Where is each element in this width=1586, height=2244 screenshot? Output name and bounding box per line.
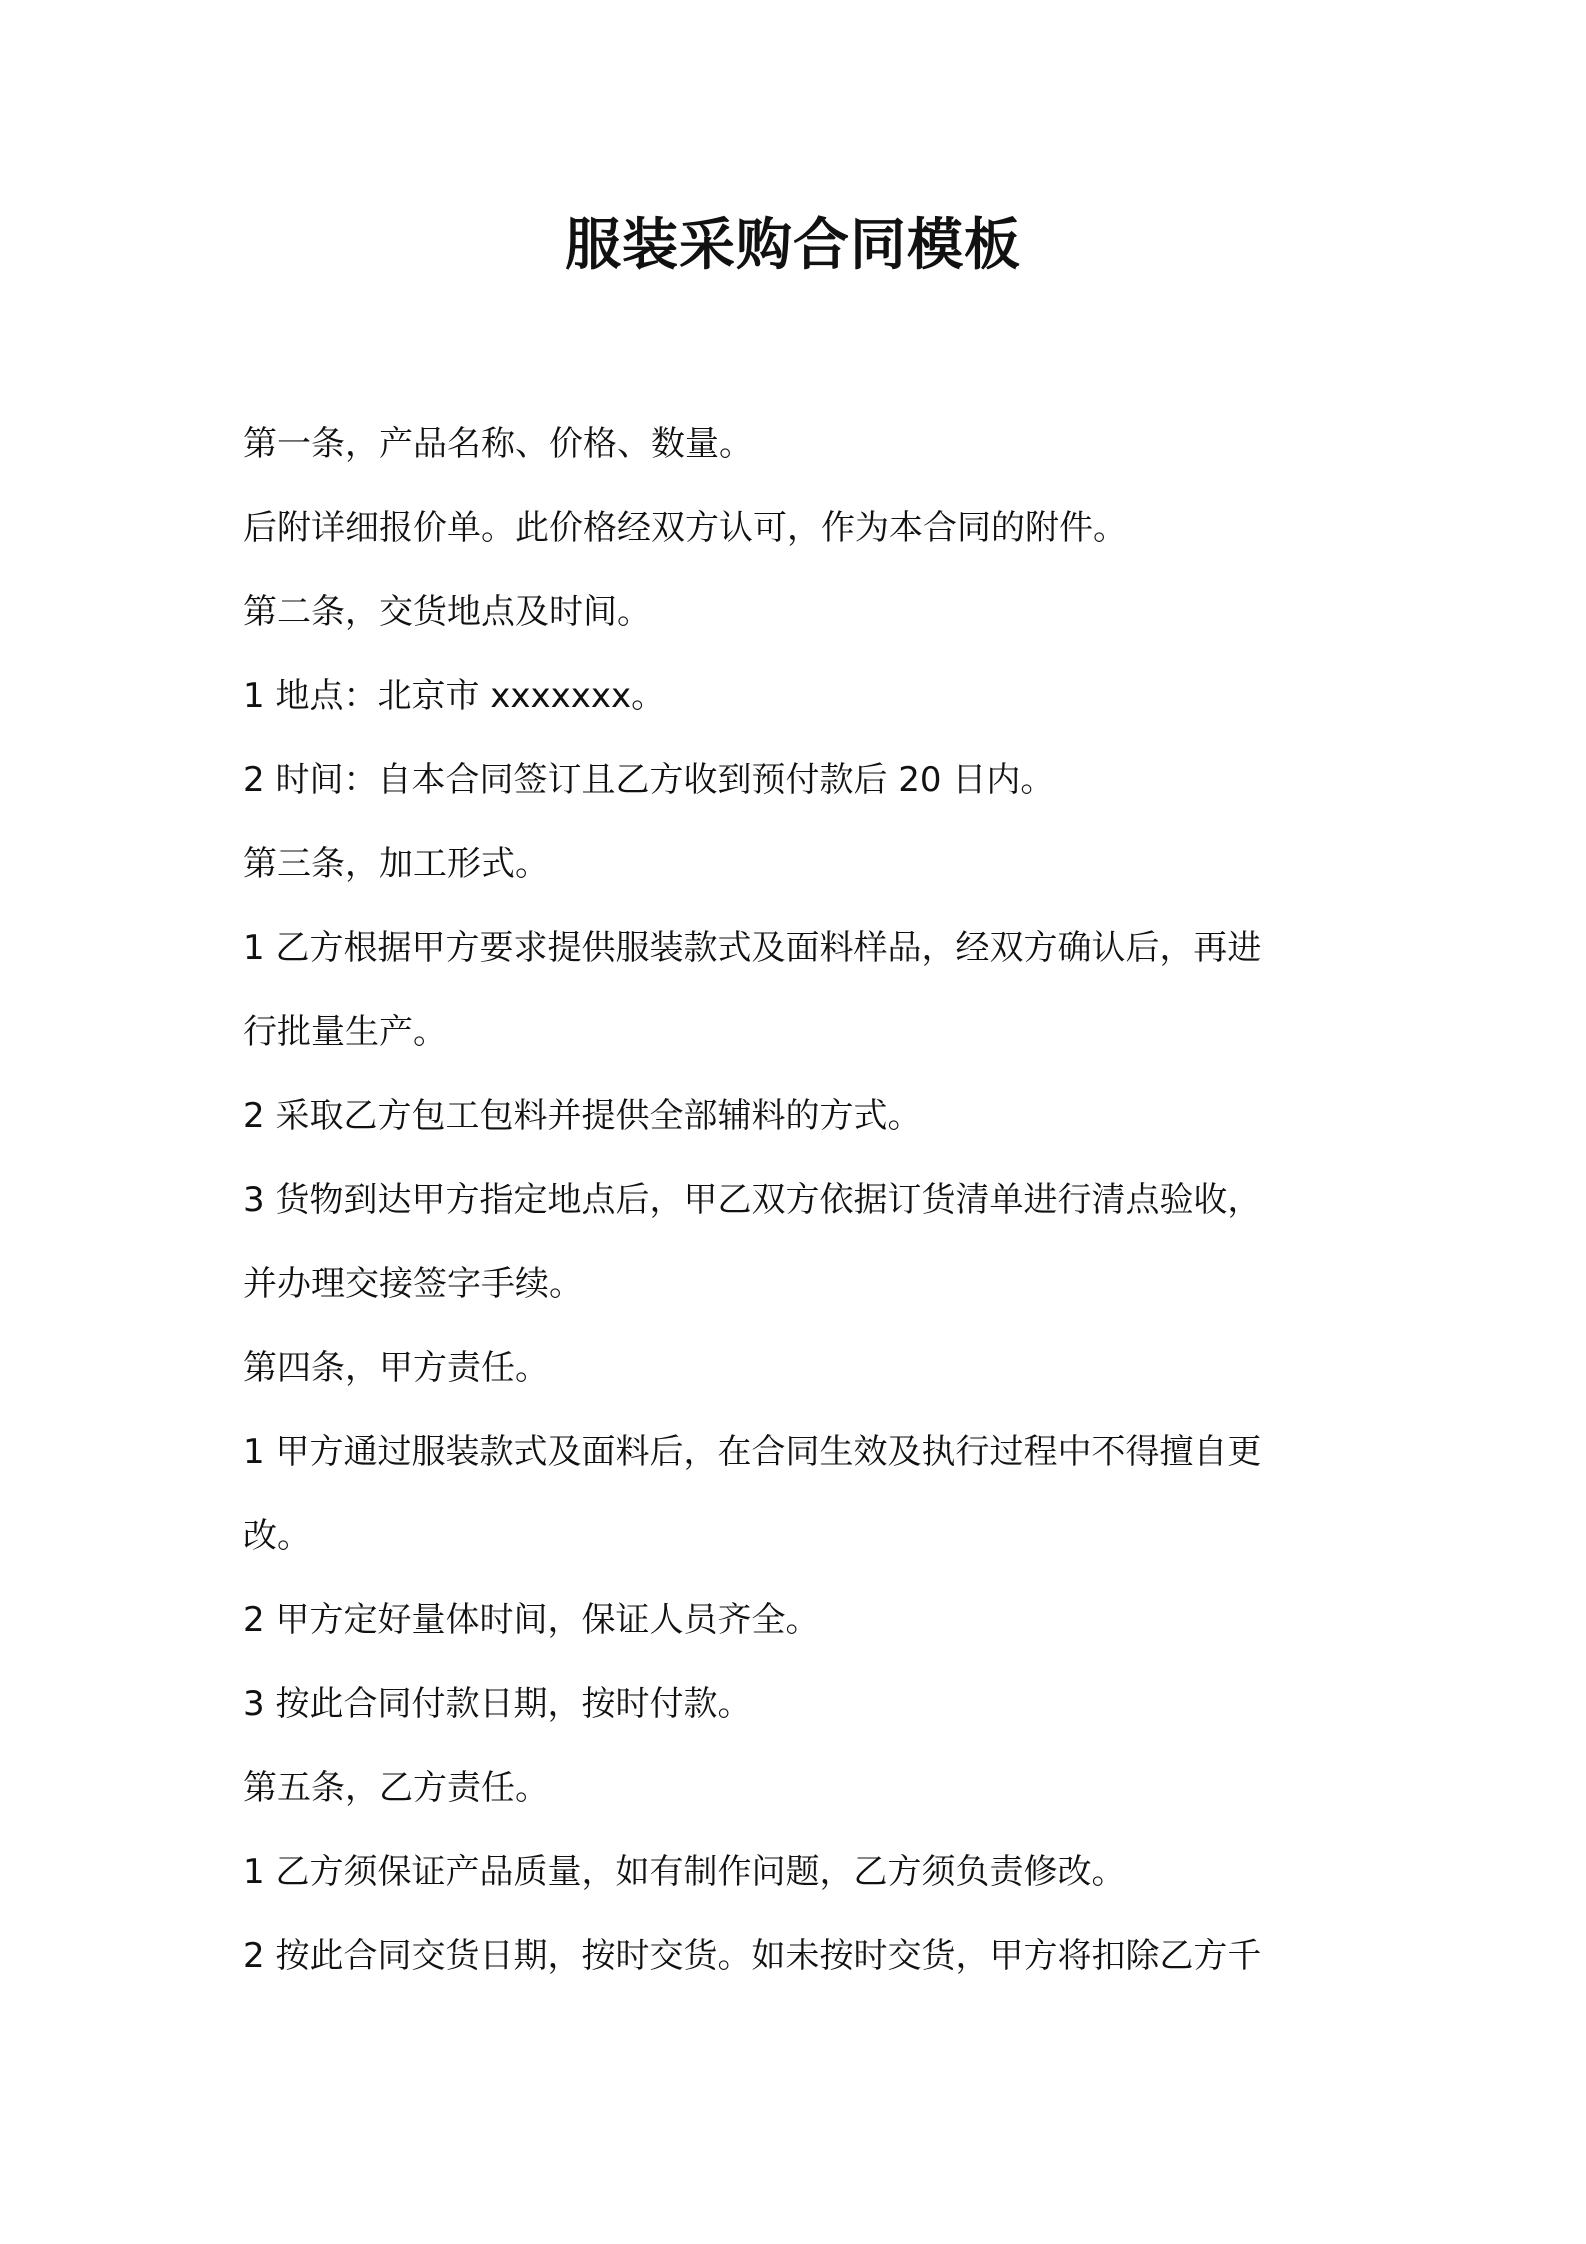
document-body [243,402,1363,1998]
article-2-heading: 第二条，交货地点及时间。 [243,592,651,632]
article-4-heading: 第四条，甲方责任。 [243,1348,549,1388]
article-3-heading: 第三条，加工形式。 [243,844,549,884]
paragraph: 1 地点：北京市 xxxxxxx。 [243,676,666,716]
paragraph: 2 甲方定好量体时间，保证人员齐全。 [243,1600,820,1640]
article-5-heading: 第五条，乙方责任。 [243,1768,549,1808]
paragraph: 2 采取乙方包工包料并提供全部辅料的方式。 [243,1096,922,1136]
paragraph: 并办理交接签字手续。 [243,1264,583,1304]
paragraph: 改。 [243,1516,311,1556]
paragraph: 1 乙方须保证产品质量，如有制作问题，乙方须负责修改。 [243,1852,1126,1892]
paragraph: 后附详细报价单。此价格经双方认可，作为本合同的附件。 [243,508,1127,548]
paragraph: 3 按此合同付款日期，按时付款。 [243,1684,752,1724]
paragraph: 2 按此合同交货日期，按时交货。如未按时交货，甲方将扣除乙方千 [243,1936,1262,1976]
paragraph: 1 乙方根据甲方要求提供服装款式及面料样品，经双方确认后，再进 [243,928,1262,968]
article-1-heading: 第一条，产品名称、价格、数量。 [243,424,753,464]
paragraph: 2 时间：自本合同签订且乙方收到预付款后 20 日内。 [243,760,1055,800]
paragraph: 3 货物到达甲方指定地点后，甲乙双方依据订货清单进行清点验收， [243,1180,1262,1220]
paragraph: 行批量生产。 [243,1012,447,1052]
document-title: 服装采购合同模板 [565,213,1021,278]
paragraph: 1 甲方通过服装款式及面料后，在合同生效及执行过程中不得擅自更 [243,1432,1262,1472]
